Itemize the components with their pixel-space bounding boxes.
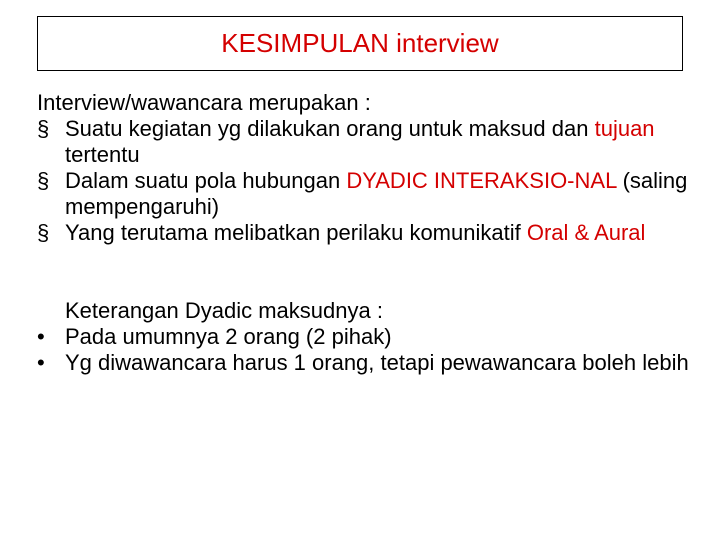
point-text: tertentu	[65, 142, 140, 167]
dyadic-list	[37, 324, 697, 376]
title-box	[37, 16, 683, 71]
dyadic-section	[37, 298, 697, 376]
square-bullet-icon: §	[37, 220, 50, 245]
list-item	[37, 116, 697, 168]
point-text: (saling mempengaruhi)	[65, 168, 688, 219]
highlight-text: tujuan	[594, 116, 655, 141]
point-text: Yg diwawancara harus 1 orang, tetapi pewawancara boleh lebih	[65, 350, 689, 375]
list-item	[37, 350, 697, 376]
square-bullet-icon: §	[37, 116, 50, 141]
list-item	[37, 324, 697, 350]
point-text: Pada umumnya 2 orang (2 pihak)	[65, 324, 392, 349]
point-text: Dalam suatu pola hubungan	[65, 168, 347, 193]
square-bullet-icon: §	[37, 168, 50, 193]
dyadic-heading: Keterangan Dyadic maksudnya :	[65, 298, 383, 323]
intro-text: Interview/wawancara merupakan :	[37, 90, 371, 115]
highlight-text: DYADIC INTERAKSIO-NAL	[346, 168, 617, 193]
slide-title: KESIMPULAN interview	[221, 28, 499, 58]
point-text: Yang terutama melibatkan perilaku komunikatif	[65, 220, 527, 245]
slide-content	[37, 90, 697, 376]
round-bullet-icon: •	[37, 350, 45, 375]
list-item	[37, 220, 697, 246]
definition-list	[37, 116, 697, 246]
highlight-text: Oral & Aural	[526, 220, 646, 245]
list-item	[37, 168, 697, 220]
point-text: Suatu kegiatan yg dilakukan orang untuk maksud dan	[65, 116, 595, 141]
round-bullet-icon: •	[37, 324, 45, 349]
